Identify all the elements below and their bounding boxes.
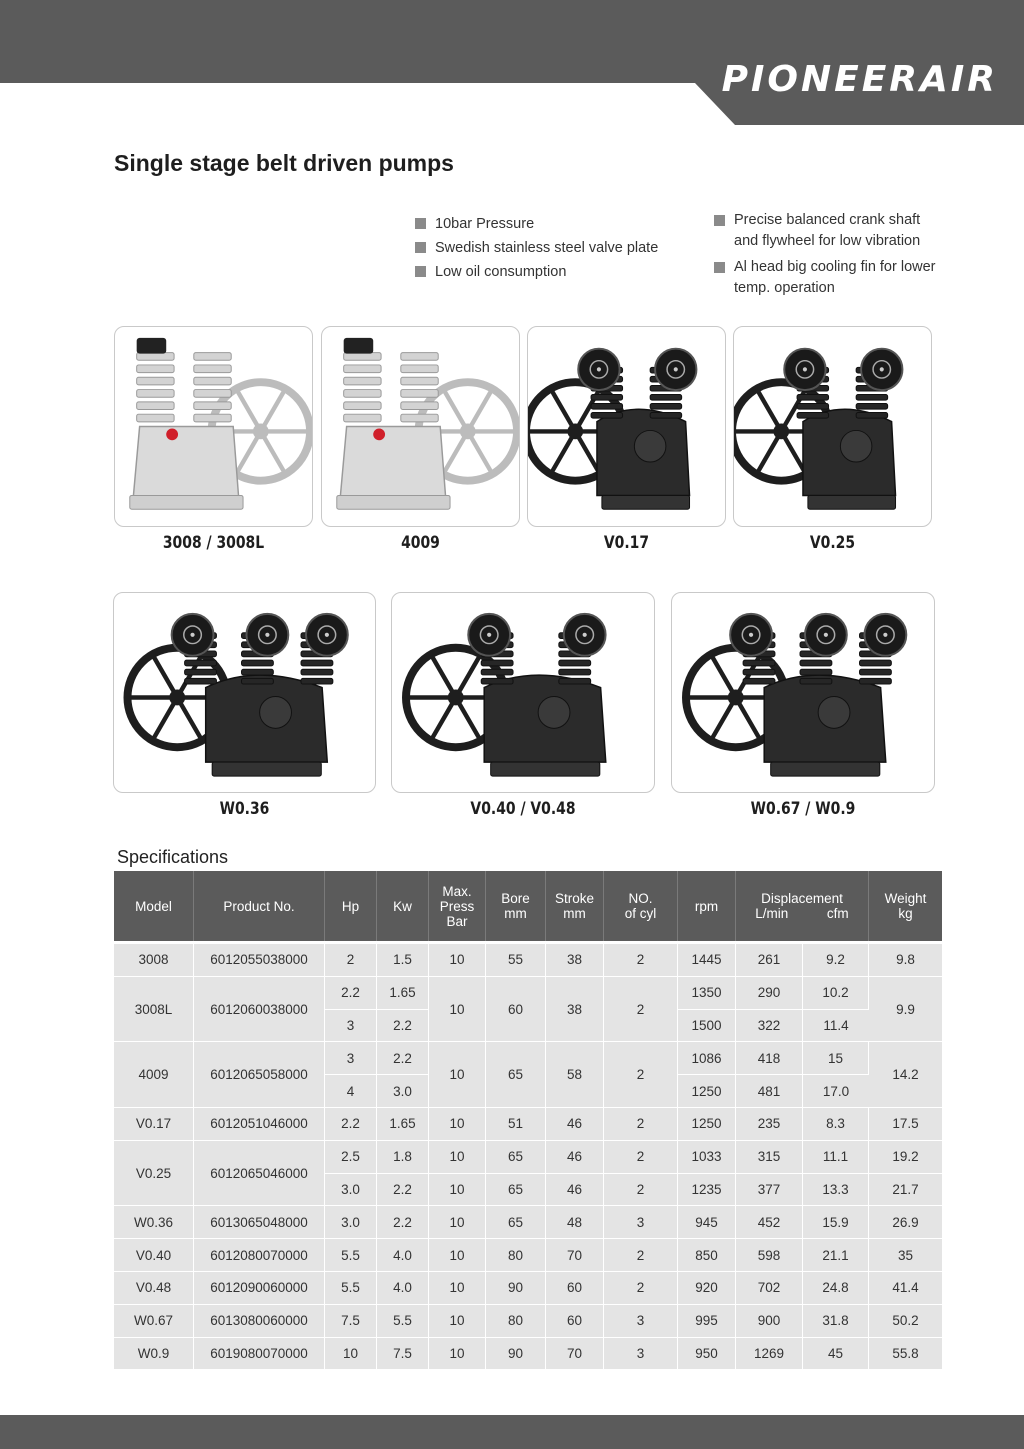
cell-bore: 65 (486, 1174, 546, 1207)
cell-weight: 35 (869, 1239, 942, 1272)
cell-lmin: 377 (736, 1174, 803, 1207)
cell-bar: 10 (429, 1305, 486, 1338)
cell-bar: 10 (429, 1206, 486, 1239)
feature-item: Swedish stainless steel valve plate (415, 236, 658, 260)
page-title: Single stage belt driven pumps (114, 150, 454, 176)
cell-lmin: 1269 (736, 1338, 803, 1371)
table-row (114, 1305, 942, 1338)
cell-stroke: 58 (546, 1042, 604, 1108)
cell-cfm: 10.2 (803, 977, 869, 1010)
cell-lmin: 322 (736, 1010, 803, 1043)
product-card-v025 (733, 326, 932, 527)
cell-bar: 10 (429, 1108, 486, 1141)
product-caption: W0.36 (219, 799, 270, 819)
base-icon (130, 495, 243, 509)
cell-hp: 2 (325, 944, 377, 977)
cell-lmin: 235 (736, 1108, 803, 1141)
oil-cap-icon (166, 428, 178, 440)
base-icon (491, 762, 600, 776)
cell-hp: 3 (325, 1010, 377, 1043)
oil-sight-icon (818, 696, 850, 728)
air-filter-icon (805, 614, 847, 656)
oil-sight-icon (260, 696, 292, 728)
cell-lmin: 598 (736, 1239, 803, 1272)
cell-kw: 2.2 (377, 1010, 429, 1043)
cell-weight: 19.2 (869, 1141, 942, 1174)
air-filter-icon (246, 614, 288, 656)
cell-bore: 80 (486, 1305, 546, 1338)
table-row (114, 1206, 942, 1239)
cell-bore: 60 (486, 977, 546, 1043)
cell-weight: 17.5 (869, 1108, 942, 1141)
cell-rpm: 1350 (678, 977, 736, 1010)
cell-rpm: 950 (678, 1338, 736, 1371)
pump-image (734, 327, 931, 526)
cell-rpm: 1235 (678, 1174, 736, 1207)
table-row (114, 977, 942, 1010)
header-kw: Kw (377, 871, 429, 941)
cell-cyl: 2 (604, 1174, 678, 1207)
cell-bar: 10 (429, 977, 486, 1043)
cell-hp: 5.5 (325, 1239, 377, 1272)
feature-item: Precise balanced crank shaft and flywheel for low vibration (714, 210, 944, 252)
table-row (114, 1141, 942, 1174)
air-filter-icon (655, 349, 696, 390)
cell-kw: 3.0 (377, 1075, 429, 1108)
valve-head-icon (137, 338, 167, 354)
cell-bore: 51 (486, 1108, 546, 1141)
cell-bore: 90 (486, 1338, 546, 1371)
cell-product-no: 6013065048000 (194, 1206, 325, 1239)
cell-kw: 7.5 (377, 1338, 429, 1371)
spec-table (114, 871, 942, 1370)
cell-cfm: 13.3 (803, 1174, 869, 1207)
oil-sight-icon (840, 430, 872, 462)
header-hp: Hp (325, 871, 377, 941)
cell-model: V0.48 (114, 1272, 194, 1305)
cell-stroke: 48 (546, 1206, 604, 1239)
cell-bar: 10 (429, 944, 486, 977)
header-max-press: Max. Press Bar (429, 871, 486, 941)
cell-hp: 10 (325, 1338, 377, 1371)
air-filter-icon (564, 614, 606, 656)
cell-bore: 80 (486, 1239, 546, 1272)
cell-cfm: 31.8 (803, 1305, 869, 1338)
cell-bar: 10 (429, 1338, 486, 1371)
feature-item: 10bar Pressure (415, 212, 658, 236)
cell-kw: 5.5 (377, 1305, 429, 1338)
cell-hp: 3.0 (325, 1174, 377, 1207)
feature-list-left (415, 212, 658, 284)
cell-stroke: 38 (546, 944, 604, 977)
table-row (114, 1108, 942, 1141)
product-caption: V0.17 (603, 533, 650, 553)
square-bullet-icon (714, 215, 725, 226)
cell-lmin: 900 (736, 1305, 803, 1338)
cell-cyl: 2 (604, 1239, 678, 1272)
cell-weight: 9.9 (869, 977, 942, 1043)
product-caption: W0.67 / W0.9 (750, 799, 856, 819)
product-caption: 4009 (401, 533, 440, 553)
header-product-no: Product No. (194, 871, 325, 941)
cell-stroke: 70 (546, 1239, 604, 1272)
cell-stroke: 46 (546, 1174, 604, 1207)
cell-hp: 7.5 (325, 1305, 377, 1338)
cell-kw: 2.2 (377, 1206, 429, 1239)
cell-bar: 10 (429, 1272, 486, 1305)
cell-lmin: 481 (736, 1075, 803, 1108)
header-weight: Weight kg (869, 871, 942, 941)
cell-stroke: 70 (546, 1338, 604, 1371)
base-icon (602, 495, 690, 509)
cell-cfm: 45 (803, 1338, 869, 1371)
cell-hp: 3 (325, 1042, 377, 1075)
cell-product-no: 6012065058000 (194, 1042, 325, 1108)
cell-hp: 2.2 (325, 977, 377, 1010)
product-caption: V0.40 / V0.48 (470, 799, 576, 819)
cell-model: 3008 (114, 944, 194, 977)
cell-hp: 4 (325, 1075, 377, 1108)
cell-cyl: 2 (604, 1272, 678, 1305)
cell-weight: 41.4 (869, 1272, 942, 1305)
cell-bore: 55 (486, 944, 546, 977)
product-card-v040 (391, 592, 655, 793)
cell-rpm: 850 (678, 1239, 736, 1272)
pump-image (322, 327, 519, 526)
cell-rpm: 1086 (678, 1042, 736, 1075)
cell-product-no: 6012060038000 (194, 977, 325, 1043)
product-card-3008 (114, 326, 313, 527)
cell-cfm: 11.1 (803, 1141, 869, 1174)
cell-stroke: 60 (546, 1272, 604, 1305)
air-filter-icon (784, 349, 825, 390)
cell-cyl: 2 (604, 1108, 678, 1141)
cell-hp: 2.2 (325, 1108, 377, 1141)
cell-cfm: 24.8 (803, 1272, 869, 1305)
cell-model: W0.36 (114, 1206, 194, 1239)
product-card-4009 (321, 326, 520, 527)
cell-bar: 10 (429, 1239, 486, 1272)
cell-product-no: 6013080060000 (194, 1305, 325, 1338)
table-row (114, 1338, 942, 1371)
cell-stroke: 60 (546, 1305, 604, 1338)
cell-stroke: 46 (546, 1141, 604, 1174)
spec-title: Specifications (117, 847, 229, 867)
cell-lmin: 452 (736, 1206, 803, 1239)
cell-cfm: 21.1 (803, 1239, 869, 1272)
product-card-w036 (113, 592, 376, 793)
cell-cyl: 3 (604, 1305, 678, 1338)
cell-cfm: 17.0 (803, 1075, 869, 1108)
table-row (114, 1272, 942, 1305)
cell-lmin: 290 (736, 977, 803, 1010)
square-bullet-icon (415, 266, 426, 277)
cell-rpm: 1033 (678, 1141, 736, 1174)
crankcase-icon (133, 427, 239, 504)
product-card-w067 (671, 592, 935, 793)
header-displacement: Displacement L/min cfm (736, 871, 869, 941)
cell-weight: 9.8 (869, 944, 942, 977)
valve-head-icon (344, 338, 374, 354)
cell-cfm: 8.3 (803, 1108, 869, 1141)
cell-lmin: 315 (736, 1141, 803, 1174)
table-row (114, 944, 942, 977)
cell-model: 4009 (114, 1042, 194, 1108)
cell-cfm: 15 (803, 1042, 869, 1075)
cell-cyl: 2 (604, 1042, 678, 1108)
cell-cfm: 15.9 (803, 1206, 869, 1239)
pump-image (115, 327, 312, 526)
air-filter-icon (730, 614, 772, 656)
cell-kw: 2.2 (377, 1042, 429, 1075)
pump-image (528, 327, 725, 526)
cell-rpm: 995 (678, 1305, 736, 1338)
table-header-row (114, 871, 942, 941)
cell-model: W0.9 (114, 1338, 194, 1371)
cell-hp: 2.5 (325, 1141, 377, 1174)
brand-logo: PIONEERAIR (721, 59, 998, 100)
feature-list-right (714, 210, 944, 304)
air-filter-icon (172, 614, 214, 656)
cylinder-icon (137, 353, 174, 422)
pump-image (392, 593, 654, 792)
air-filter-icon (306, 614, 348, 656)
cell-cyl: 2 (604, 944, 678, 977)
square-bullet-icon (714, 262, 725, 273)
pump-image (672, 593, 934, 792)
square-bullet-icon (415, 218, 426, 229)
table-row (114, 1239, 942, 1272)
base-icon (808, 495, 896, 509)
product-caption: V0.25 (809, 533, 856, 553)
oil-cap-icon (373, 428, 385, 440)
air-filter-icon (468, 614, 510, 656)
cell-rpm: 1445 (678, 944, 736, 977)
feature-item: Al head big cooling fin for lower temp. operation (714, 257, 944, 299)
cell-bar: 10 (429, 1174, 486, 1207)
cell-product-no: 6012090060000 (194, 1272, 325, 1305)
cell-rpm: 920 (678, 1272, 736, 1305)
cell-bore: 65 (486, 1141, 546, 1174)
cell-hp: 3.0 (325, 1206, 377, 1239)
cell-weight: 50.2 (869, 1305, 942, 1338)
oil-sight-icon (538, 696, 570, 728)
header-rpm: rpm (678, 871, 736, 941)
cell-weight: 55.8 (869, 1338, 942, 1371)
cell-kw: 1.65 (377, 977, 429, 1010)
cell-kw: 4.0 (377, 1272, 429, 1305)
cell-hp: 5.5 (325, 1272, 377, 1305)
base-icon (771, 762, 880, 776)
cell-kw: 1.65 (377, 1108, 429, 1141)
base-icon (337, 495, 450, 509)
footer-band (0, 1415, 1024, 1449)
air-filter-icon (864, 614, 906, 656)
cell-bore: 65 (486, 1042, 546, 1108)
cell-rpm: 1250 (678, 1108, 736, 1141)
cell-weight: 26.9 (869, 1206, 942, 1239)
base-icon (212, 762, 321, 776)
oil-sight-icon (634, 430, 666, 462)
cell-model: V0.25 (114, 1141, 194, 1207)
pump-image (114, 593, 375, 792)
header-bore: Bore mm (486, 871, 546, 941)
cell-bore: 65 (486, 1206, 546, 1239)
cell-bore: 90 (486, 1272, 546, 1305)
cell-bar: 10 (429, 1141, 486, 1174)
cell-product-no: 6012055038000 (194, 944, 325, 977)
cylinder-icon (344, 353, 381, 422)
cell-lmin: 261 (736, 944, 803, 977)
header-stroke: Stroke mm (546, 871, 604, 941)
cell-cyl: 3 (604, 1206, 678, 1239)
cell-product-no: 6019080070000 (194, 1338, 325, 1371)
cell-lmin: 418 (736, 1042, 803, 1075)
cell-product-no: 6012065046000 (194, 1141, 325, 1207)
product-card-v017 (527, 326, 726, 527)
cell-weight: 21.7 (869, 1174, 942, 1207)
air-filter-icon (578, 349, 619, 390)
cell-stroke: 46 (546, 1108, 604, 1141)
cell-kw: 1.5 (377, 944, 429, 977)
cell-cyl: 3 (604, 1338, 678, 1371)
cell-cyl: 2 (604, 1141, 678, 1174)
cell-model: V0.17 (114, 1108, 194, 1141)
cell-model: W0.67 (114, 1305, 194, 1338)
cell-bar: 10 (429, 1042, 486, 1108)
cell-cyl: 2 (604, 977, 678, 1043)
header-model: Model (114, 871, 194, 941)
cell-product-no: 6012080070000 (194, 1239, 325, 1272)
cell-stroke: 38 (546, 977, 604, 1043)
cell-cfm: 11.4 (803, 1010, 869, 1043)
cell-kw: 1.8 (377, 1141, 429, 1174)
table-row (114, 1042, 942, 1075)
cell-product-no: 6012051046000 (194, 1108, 325, 1141)
cell-model: 3008L (114, 977, 194, 1043)
cell-lmin: 702 (736, 1272, 803, 1305)
feature-item: Low oil consumption (415, 260, 658, 284)
cell-rpm: 945 (678, 1206, 736, 1239)
crankcase-icon (340, 427, 446, 504)
cell-kw: 2.2 (377, 1174, 429, 1207)
cell-kw: 4.0 (377, 1239, 429, 1272)
cell-rpm: 1500 (678, 1010, 736, 1043)
product-caption: 3008 / 3008L (162, 533, 265, 553)
cell-cfm: 9.2 (803, 944, 869, 977)
air-filter-icon (861, 349, 902, 390)
cell-weight: 14.2 (869, 1042, 942, 1108)
header-no-cyl: NO. of cyl (604, 871, 678, 941)
square-bullet-icon (415, 242, 426, 253)
cell-model: V0.40 (114, 1239, 194, 1272)
cell-rpm: 1250 (678, 1075, 736, 1108)
